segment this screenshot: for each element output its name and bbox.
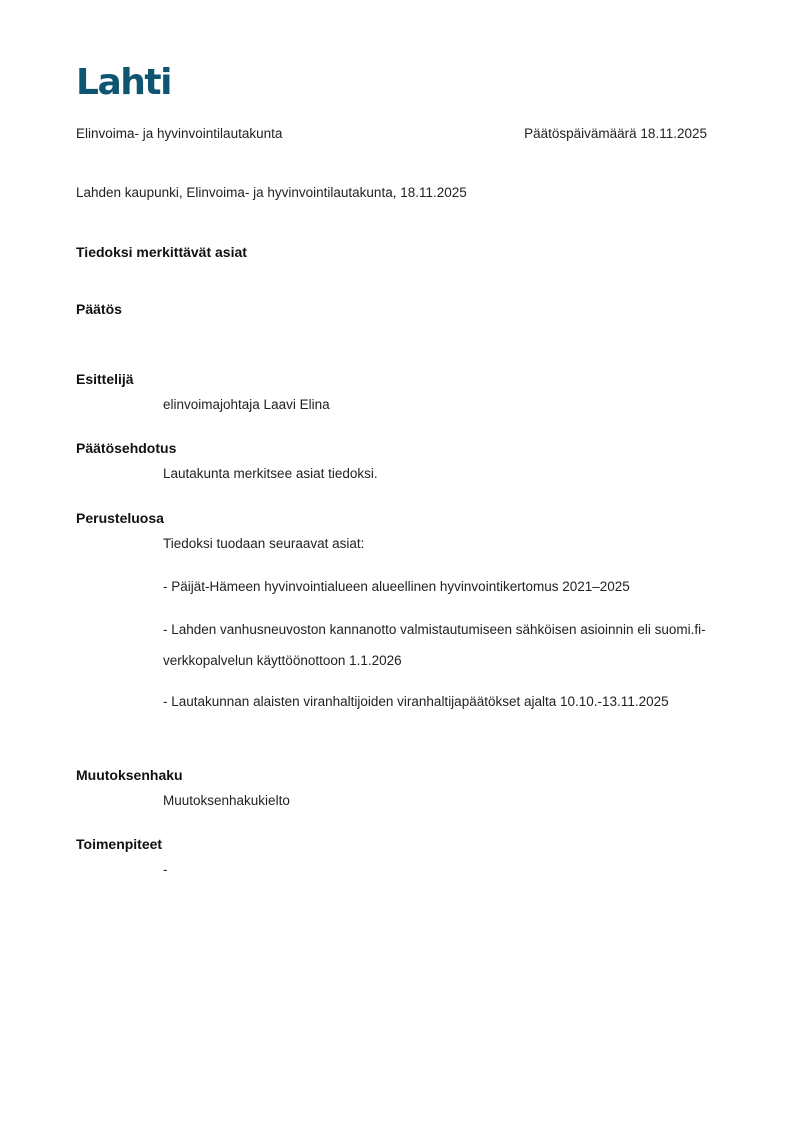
presenter-heading: Esittelijä [76, 371, 134, 387]
decision-date: Päätöspäivämäärä 18.11.2025 [524, 126, 707, 141]
meeting-line: Lahden kaupunki, Elinvoima- ja hyvinvointilautakunta, 18.11.2025 [76, 185, 467, 200]
rationale-item: - Lahden vanhusneuvoston kannanotto valmistautumiseen sähköisen asioinnin eli suomi.fi-verkkopalvelun käyttöönottoon 1.1.2026 [163, 622, 706, 668]
actions-heading: Toimenpiteet [76, 836, 163, 852]
rationale-item: - Lautakunnan alaisten viranhaltijoiden viranhaltijapäätökset ajalta 10.10.-13.11.2025 [163, 694, 669, 709]
proposal-heading: Päätösehdotus [76, 440, 177, 456]
decision-heading: Päätös [76, 301, 122, 317]
lahti-logo-text: Lahti [76, 62, 171, 103]
document-title: Tiedoksi merkittävät asiat [76, 244, 247, 260]
committee-name: Elinvoima- ja hyvinvointilautakunta [76, 126, 283, 141]
lahti-logo [76, 63, 171, 103]
appeal-heading: Muutoksenhaku [76, 767, 183, 783]
actions-text: - [163, 862, 168, 877]
rationale-item: - Päijät-Hämeen hyvinvointialueen alueellinen hyvinvointikertomus 2021–2025 [163, 579, 630, 594]
rationale-intro: Tiedoksi tuodaan seuraavat asiat: [163, 536, 365, 551]
proposal-text: Lautakunta merkitsee asiat tiedoksi. [163, 466, 378, 481]
appeal-text: Muutoksenhakukielto [163, 793, 290, 808]
presenter-text: elinvoimajohtaja Laavi Elina [163, 397, 330, 412]
rationale-heading: Perusteluosa [76, 510, 164, 526]
